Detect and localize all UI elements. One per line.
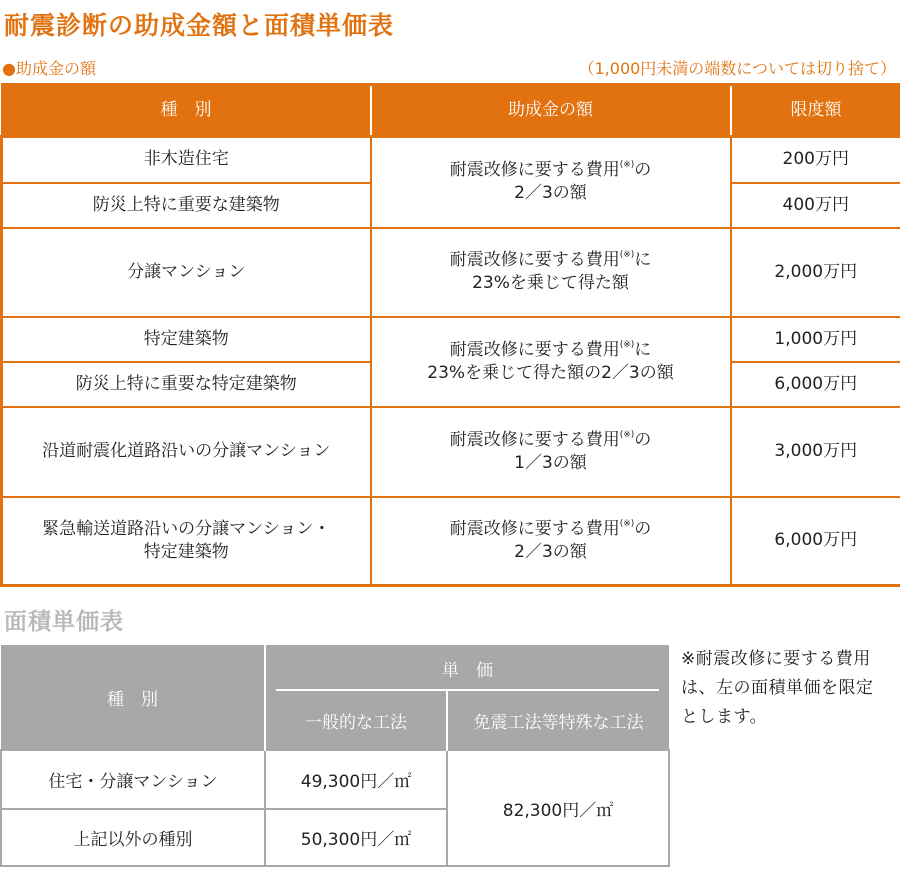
limit-cell: 3,000万円 [731, 407, 900, 497]
header-general: 一般的な工法 [265, 691, 447, 750]
limit-cell: 1,000万円 [731, 317, 900, 362]
footnote-line2: は、左の面積単価を限定 [681, 678, 874, 698]
kind-cell: 非木造住宅 [2, 137, 371, 183]
kind-cell: 住宅・分譲マンション [1, 750, 265, 809]
subsidy-header-row [2, 85, 900, 137]
amount-line2: 23%を乗じて得た額の2／3の額 [427, 362, 674, 383]
amount-cell [371, 497, 731, 586]
header-limit: 限度額 [731, 85, 900, 137]
special-price-cell: 82,300円／㎡ [447, 750, 669, 866]
subsidy-table [0, 83, 900, 587]
header-kind: 種 別 [2, 85, 371, 137]
kind-cell: 防災上特に重要な特定建築物 [2, 362, 371, 407]
kind-cell: 防災上特に重要な建築物 [2, 183, 371, 228]
general-price-cell: 49,300円／㎡ [265, 750, 447, 809]
note-mark: (※) [619, 339, 635, 350]
amount-line2: 2／3の額 [514, 541, 587, 562]
note-mark: (※) [619, 429, 635, 440]
footnote-line3: とします。 [681, 707, 768, 727]
amount-cell [371, 228, 731, 317]
kind-cell: 特定建築物 [2, 317, 371, 362]
table-row [2, 137, 900, 183]
amount-line1: 耐震改修に要する費用 [449, 339, 620, 360]
kind-cell: 沿道耐震化道路沿いの分譲マンション [2, 407, 371, 497]
header-amount: 助成金の額 [371, 85, 731, 137]
amount-line2: 2／3の額 [514, 183, 587, 204]
amount-suffix: に [634, 339, 652, 360]
header-special: 免震工法等特殊な工法 [447, 691, 669, 750]
limit-cell: 6,000万円 [731, 497, 900, 586]
table-row [2, 228, 900, 317]
note-mark: (※) [619, 518, 635, 529]
table-row [2, 317, 900, 362]
amount-suffix: に [634, 250, 652, 271]
header-kind: 種 別 [1, 645, 265, 750]
amount-cell [371, 137, 731, 228]
footnote-line1: ※耐震改修に要する費用 [681, 649, 871, 669]
amount-line1: 耐震改修に要する費用 [449, 250, 620, 271]
kind-line2: 特定建築物 [143, 541, 229, 562]
unit-price-title: 面積単価表 [4, 609, 124, 635]
header-unit: 単 価 [265, 645, 669, 691]
amount-line1: 耐震改修に要する費用 [449, 518, 620, 539]
page-title: 耐震診断の助成金額と面積単価表 [4, 11, 395, 40]
note-mark: (※) [619, 160, 635, 171]
unit-header-row [1, 645, 669, 691]
table-row [1, 750, 669, 809]
table-row [2, 407, 900, 497]
amount-suffix: の [634, 518, 652, 539]
note-mark: (※) [619, 250, 635, 261]
kind-cell: 分譲マンション [2, 228, 371, 317]
kind-cell [2, 497, 371, 586]
limit-cell: 400万円 [731, 183, 900, 228]
amount-line1: 耐震改修に要する費用 [449, 160, 620, 181]
amount-suffix: の [634, 429, 652, 450]
limit-cell: 200万円 [731, 137, 900, 183]
table-row [2, 497, 900, 586]
kind-cell: 上記以外の種別 [1, 809, 265, 866]
amount-cell [371, 407, 731, 497]
footnote [681, 645, 900, 732]
amount-line1: 耐震改修に要する費用 [449, 429, 620, 450]
amount-cell [371, 317, 731, 407]
rounding-note: （1,000円未満の端数については切り捨て） [578, 59, 896, 78]
kind-line1: 緊急輸送道路沿いの分譲マンション・ [42, 518, 331, 539]
general-price-cell: 50,300円／㎡ [265, 809, 447, 866]
limit-cell: 6,000万円 [731, 362, 900, 407]
subsidy-section-label: ●助成金の額 [2, 59, 96, 78]
amount-line2: 23%を乗じて得た額 [472, 273, 629, 293]
amount-suffix: の [634, 160, 652, 181]
amount-line2: 1／3の額 [514, 452, 587, 473]
unit-price-table [0, 645, 670, 867]
limit-cell: 2,000万円 [731, 228, 900, 317]
